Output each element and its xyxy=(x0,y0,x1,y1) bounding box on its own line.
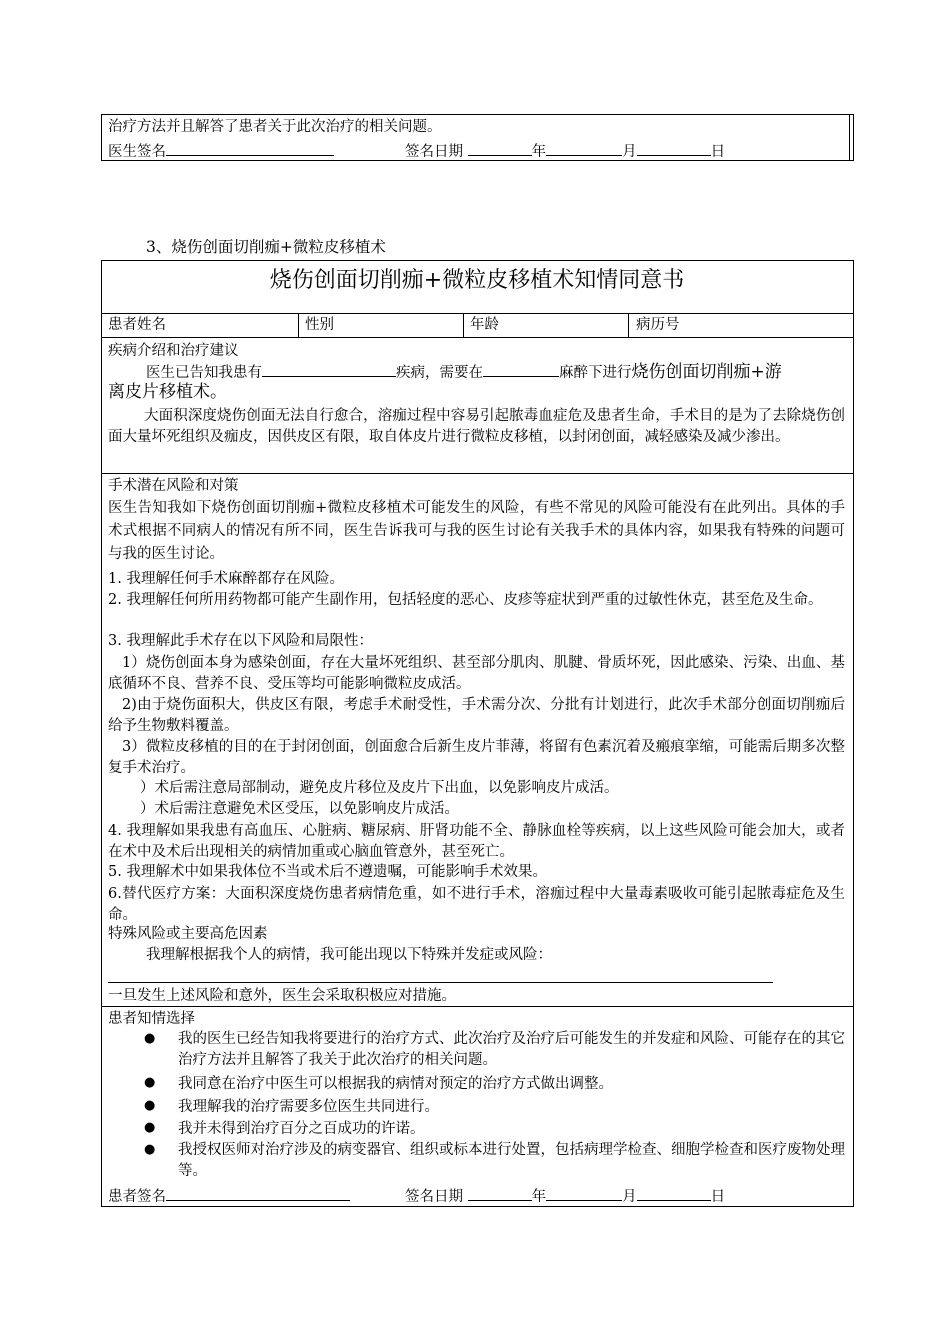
special-risk-heading: 特殊风险或主要高危因素 xyxy=(108,926,268,942)
special-risk-text: 我理解根据我个人的病情，我可能出现以下特殊并发症或风险： xyxy=(146,947,552,963)
risk-sub-4: ）术后需注意局部制动，避免皮片移位及皮片下出血，以免影响皮片成活。 xyxy=(140,780,619,796)
top-box-inner-border xyxy=(849,114,850,161)
divider xyxy=(101,473,854,474)
divider xyxy=(298,313,299,337)
day-field[interactable] xyxy=(637,141,711,156)
risks-paragraph: 医生告知我如下烧伤创面切削痂+微粒皮移植术可能发生的风险，有些不常见的风险可能没有在此列出。具体的手术式根据不同病人的情况有所不同，医生告诉我可与我的医生讨论有关我手术的具体内容，如果我有特殊的问题可与我的医生讨论。 xyxy=(108,500,845,562)
intro-paragraph: 大面积深度烧伤创面无法自行愈合，溶痂过程中容易引起脓毒血症危及患者生命，手术目的是为了去除烧伤创面大量坏死组织及痂皮，因供皮区有限，取自体皮片进行微粒皮移植，以封闭创面，减轻感染及减少渗出。 xyxy=(108,408,845,445)
patient-sign-label: 患者签名 xyxy=(108,1189,166,1205)
year-field[interactable] xyxy=(468,1186,532,1201)
day-field[interactable] xyxy=(637,1186,711,1201)
doctor-signature-row xyxy=(108,141,334,161)
bullet-icon: ● xyxy=(144,1142,156,1157)
divider xyxy=(101,1006,854,1007)
risk-item-4: 4. 我理解如果我患有高血压、心脏病、糖尿病、肝肾功能不全、静脉血栓等疾病，以上这些风险可能会加大，或者在术中及术后出现相关的病情加重或心脑血管意外，甚至死亡。 xyxy=(108,823,845,860)
risk-item-3: 3. 我理解此手术存在以下风险和局限性： xyxy=(108,633,373,649)
consent-item-5: 我授权医师对治疗涉及的病变器官、组织或标本进行处置，包括病理学检查、细胞学检查和医疗废物处理等。 xyxy=(178,1142,845,1179)
bullet-icon: ● xyxy=(144,1120,156,1135)
month-label: 月 xyxy=(622,144,637,160)
patient-sign-date-row xyxy=(405,1186,725,1206)
consent-item-2: 我同意在治疗中医生可以根据我的病情对预定的治疗方式做出调整。 xyxy=(178,1076,613,1092)
consent-item-3: 我理解我的治疗需要多位医生共同进行。 xyxy=(178,1099,439,1115)
special-risk-input-line[interactable] xyxy=(108,982,773,983)
intro-text: 医生已告知我患有 xyxy=(146,365,262,381)
risk-item-6: 6.替代医疗方案：大面积深度烧伤患者病情危重，如不进行手术，溶痂过程中大量毒素吸收可能引起脓毒症危及生命。 xyxy=(108,886,845,923)
risk-sub-3: 3）微粒皮移植的目的在于封闭创面，创面愈合后新生皮片菲薄，将留有色素沉着及瘢痕挛缩，可能需后期多次整复手术治疗。 xyxy=(108,739,845,776)
patient-sign-field[interactable] xyxy=(166,1186,350,1201)
risk-item-1: 1. 我理解任何手术麻醉都存在风险。 xyxy=(108,571,344,587)
divider xyxy=(101,313,854,314)
patient-name-label: 患者姓名 xyxy=(108,317,166,333)
section-heading: 3、烧伤创面切削痂+微粒皮移植术 xyxy=(146,238,386,256)
consent-item-1: 我的医生已经告知我将要进行的治疗方式、此次治疗及治疗后可能发生的并发症和风险、可能存在的其它治疗方法并且解答了我关于此次治疗的相关问题。 xyxy=(178,1031,845,1068)
record-no-label: 病历号 xyxy=(636,317,680,333)
risk-sub-2: 2)由于烧伤面积大，供皮区有限，考虑手术耐受性，手术需分次、分批有计划进行，此次手术部分创面切削痂后给予生物敷料覆盖。 xyxy=(108,697,845,734)
intro-line2: 离皮片移植术。 xyxy=(108,382,227,402)
surgery-name: 烧伤创面切削痂+游 xyxy=(631,362,782,382)
sign-date-label: 签名日期 xyxy=(405,144,463,160)
day-label: 日 xyxy=(710,144,726,160)
month-field[interactable] xyxy=(546,141,622,156)
intro-text: 疾病，需要在 xyxy=(396,365,483,381)
sign-date-label: 签名日期 xyxy=(405,1189,463,1205)
risks-heading: 手术潜在风险和对策 xyxy=(108,478,239,494)
doctor-sign-field[interactable] xyxy=(166,141,334,156)
day-label: 日 xyxy=(710,1189,726,1205)
patient-signature-row xyxy=(108,1186,350,1206)
risk-item-2: 2. 我理解任何所用药物都可能产生副作用，包括轻度的恶心、皮疹等症状到严重的过敏性休克，甚至危及生命。 xyxy=(108,592,823,608)
intro-text: 麻醉下进行 xyxy=(559,365,632,381)
disease-field[interactable] xyxy=(262,362,396,377)
year-label: 年 xyxy=(531,144,547,160)
age-label: 年龄 xyxy=(470,317,499,333)
intro-heading: 疾病介绍和治疗建议 xyxy=(108,343,239,359)
year-field[interactable] xyxy=(468,141,532,156)
risk-sub-5: ）术后需注意避免术区受压，以免影响皮片成活。 xyxy=(140,801,459,817)
risk-closing: 一旦发生上述风险和意外，医生会采取积极应对措施。 xyxy=(108,988,456,1004)
bullet-icon: ● xyxy=(144,1075,156,1090)
doctor-sign-label: 医生签名 xyxy=(108,144,166,160)
intro-line1 xyxy=(146,362,782,382)
gender-label: 性别 xyxy=(305,317,334,333)
month-label: 月 xyxy=(622,1189,637,1205)
divider xyxy=(101,337,854,338)
risk-sub-1: 1）烧伤创面本身为感染创面，存在大量坏死组织、甚至部分肌肉、肌腱、骨质坏死，因此感染、污染、出血、基底循环不良、营养不良、受压等均可能影响微粒皮成活。 xyxy=(108,655,845,692)
top-box-text: 治疗方法并且解答了患者关于此次治疗的相关问题。 xyxy=(108,119,442,135)
year-label: 年 xyxy=(531,1189,547,1205)
divider xyxy=(463,313,464,337)
bullet-icon: ● xyxy=(144,1031,156,1046)
consent-heading: 患者知情选择 xyxy=(108,1011,195,1027)
bullet-icon: ● xyxy=(144,1098,156,1113)
risk-item-5: 5. 我理解术中如果我体位不当或术后不遵遗嘱，可能影响手术效果。 xyxy=(108,864,547,880)
anesthesia-field[interactable] xyxy=(483,362,559,377)
doctor-sign-date-row xyxy=(405,141,725,161)
consent-item-4: 我并未得到治疗百分之百成功的许诺。 xyxy=(178,1121,425,1137)
form-title: 烧伤创面切削痂+微粒皮移植术知情同意书 xyxy=(269,268,685,293)
divider xyxy=(628,313,629,337)
month-field[interactable] xyxy=(546,1186,622,1201)
